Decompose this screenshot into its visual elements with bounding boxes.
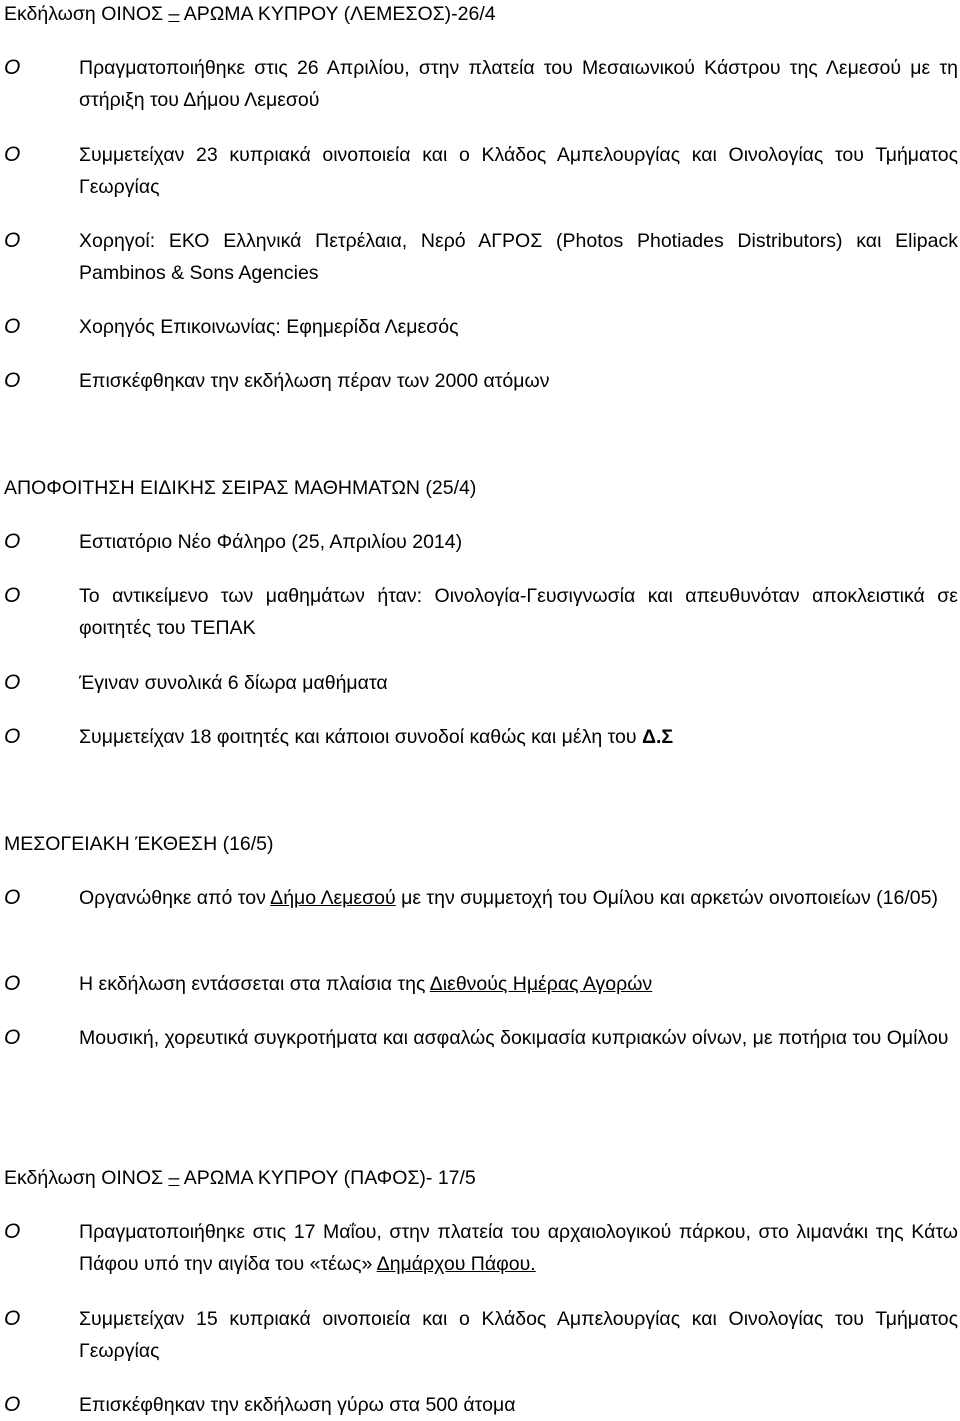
list-item-text: Επισκέφθηκαν την εκδήλωση πέραν των 2000 ατόμων (79, 370, 550, 392)
list-item-text: Το αντικείμενο των μαθημάτων ήταν: Οινολογία-Γευσιγνωσία και απευθυνόταν αποκλειστικά σε φοιτητές του ΤΕΠΑΚ (79, 585, 958, 639)
list-item-text (79, 721, 958, 753)
text-underlined: Δήμο Λεμεσού (270, 887, 396, 909)
text-part: Πραγματοποιήθηκε στις 17 Μαΐου, στην πλατεία του αρχαιολογικού πάρκου, στο λιμανάκι της Κάτω Πάφου υπό την αιγίδα του «τέως» (79, 1221, 958, 1275)
bullet-icon: O (4, 972, 21, 995)
title-dash: – (168, 1167, 180, 1189)
section-title-lemesos (4, 0, 954, 30)
bullet-icon: O (4, 886, 21, 909)
section-title-mediterranean: ΜΕΣΟΓΕΙΑΚΗ ΈΚΘΕΣΗ (16/5) (4, 833, 274, 855)
text-part: Η εκδήλωση εντάσσεται στα πλαίσια της (79, 973, 426, 995)
bullet-icon: O (4, 1307, 21, 1330)
bullet-icon: O (4, 1026, 21, 1049)
text-underlined: Δημάρχου Πάφου. (376, 1253, 536, 1275)
list-item-text: Συμμετείχαν 23 κυπριακά οινοποιεία και ο Κλάδος Αμπελουργίας και Οινολογίας του Τμήματος Γεωργίας (79, 144, 958, 198)
list-item-text-part: Συμμετείχαν 18 φοιτητές και κάποιοι συνοδοί καθώς και μέλη του (79, 726, 637, 748)
bullet-icon: O (4, 584, 21, 607)
bullet-icon: O (4, 1393, 21, 1416)
text-part: Οργανώθηκε από τον (79, 887, 266, 909)
title-part: ΑΡΩΜΑ ΚΥΠΡΟΥ (ΠΑΦΟΣ)- 17/5 (183, 1167, 476, 1189)
bullet-icon: O (4, 56, 21, 79)
title-part: Εκδήλωση ΟΙΝΟΣ (4, 3, 164, 25)
section-title-graduation: ΑΠΟΦΟΙΤΗΣΗ ΕΙΔΙΚΗΣ ΣΕΙΡΑΣ ΜΑΘΗΜΑΤΩΝ (25/4) (4, 477, 477, 499)
list-item-text: Χορηγός Επικοινωνίας: Εφημερίδα Λεμεσός (79, 316, 459, 338)
title-dash: – (168, 3, 180, 25)
list-item-text: Πραγματοποιήθηκε στις 26 Απριλίου, στην πλατεία του Μεσαιωνικού Κάστρου της Λεμεσού με τη στήριξη του Δήμου Λεμεσού (79, 57, 958, 111)
list-item-text: Επισκέφθηκαν την εκδήλωση γύρω στα 500 άτομα (79, 1394, 516, 1416)
bullet-icon: O (4, 1220, 21, 1243)
bullet-icon: O (4, 315, 21, 338)
title-part: ΑΡΩΜΑ ΚΥΠΡΟΥ (ΛΕΜΕΣΟΣ)-26/4 (183, 3, 496, 25)
bullet-icon: O (4, 671, 21, 694)
list-item-text (79, 1216, 958, 1280)
text-underlined: Διεθνούς Ημέρας Αγορών (429, 973, 653, 995)
list-item-text: Χορηγοί: ΕΚΟ Ελληνικά Πετρέλαια, Νερό ΑΓΡΟΣ (Photos Photiades Distributors) και Elipack Pambinos & Sons Agencies (79, 230, 958, 284)
list-item-text-bold: Δ.Σ (641, 726, 674, 748)
list-item-text (79, 882, 958, 914)
list-item-text (79, 968, 958, 1000)
bullet-icon: O (4, 530, 21, 553)
list-item-text: Έγιναν συνολικά 6 δίωρα μαθήματα (79, 672, 388, 694)
section-title-pafos (4, 1162, 954, 1194)
list-item-text: Συμμετείχαν 15 κυπριακά οινοποιεία και ο Κλάδος Αμπελουργίας και Οινολογίας του Τμήματος Γεωργίας (79, 1308, 958, 1362)
list-item-text: Εστιατόριο Νέο Φάληρο (25, Απριλίου 2014) (79, 531, 463, 553)
bullet-icon: O (4, 229, 21, 252)
text-part: με την συμμετοχή του Ομίλου και αρκετών οινοποιείων (16/05) (401, 887, 938, 909)
title-part: Εκδήλωση ΟΙΝΟΣ (4, 1167, 164, 1189)
bullet-icon: O (4, 143, 21, 166)
list-item-text: Μουσική, χορευτικά συγκροτήματα και ασφαλώς δοκιμασία κυπριακών οίνων, με ποτήρια του Ομίλου (79, 1027, 949, 1049)
bullet-icon: O (4, 369, 21, 392)
bullet-icon: O (4, 725, 21, 748)
